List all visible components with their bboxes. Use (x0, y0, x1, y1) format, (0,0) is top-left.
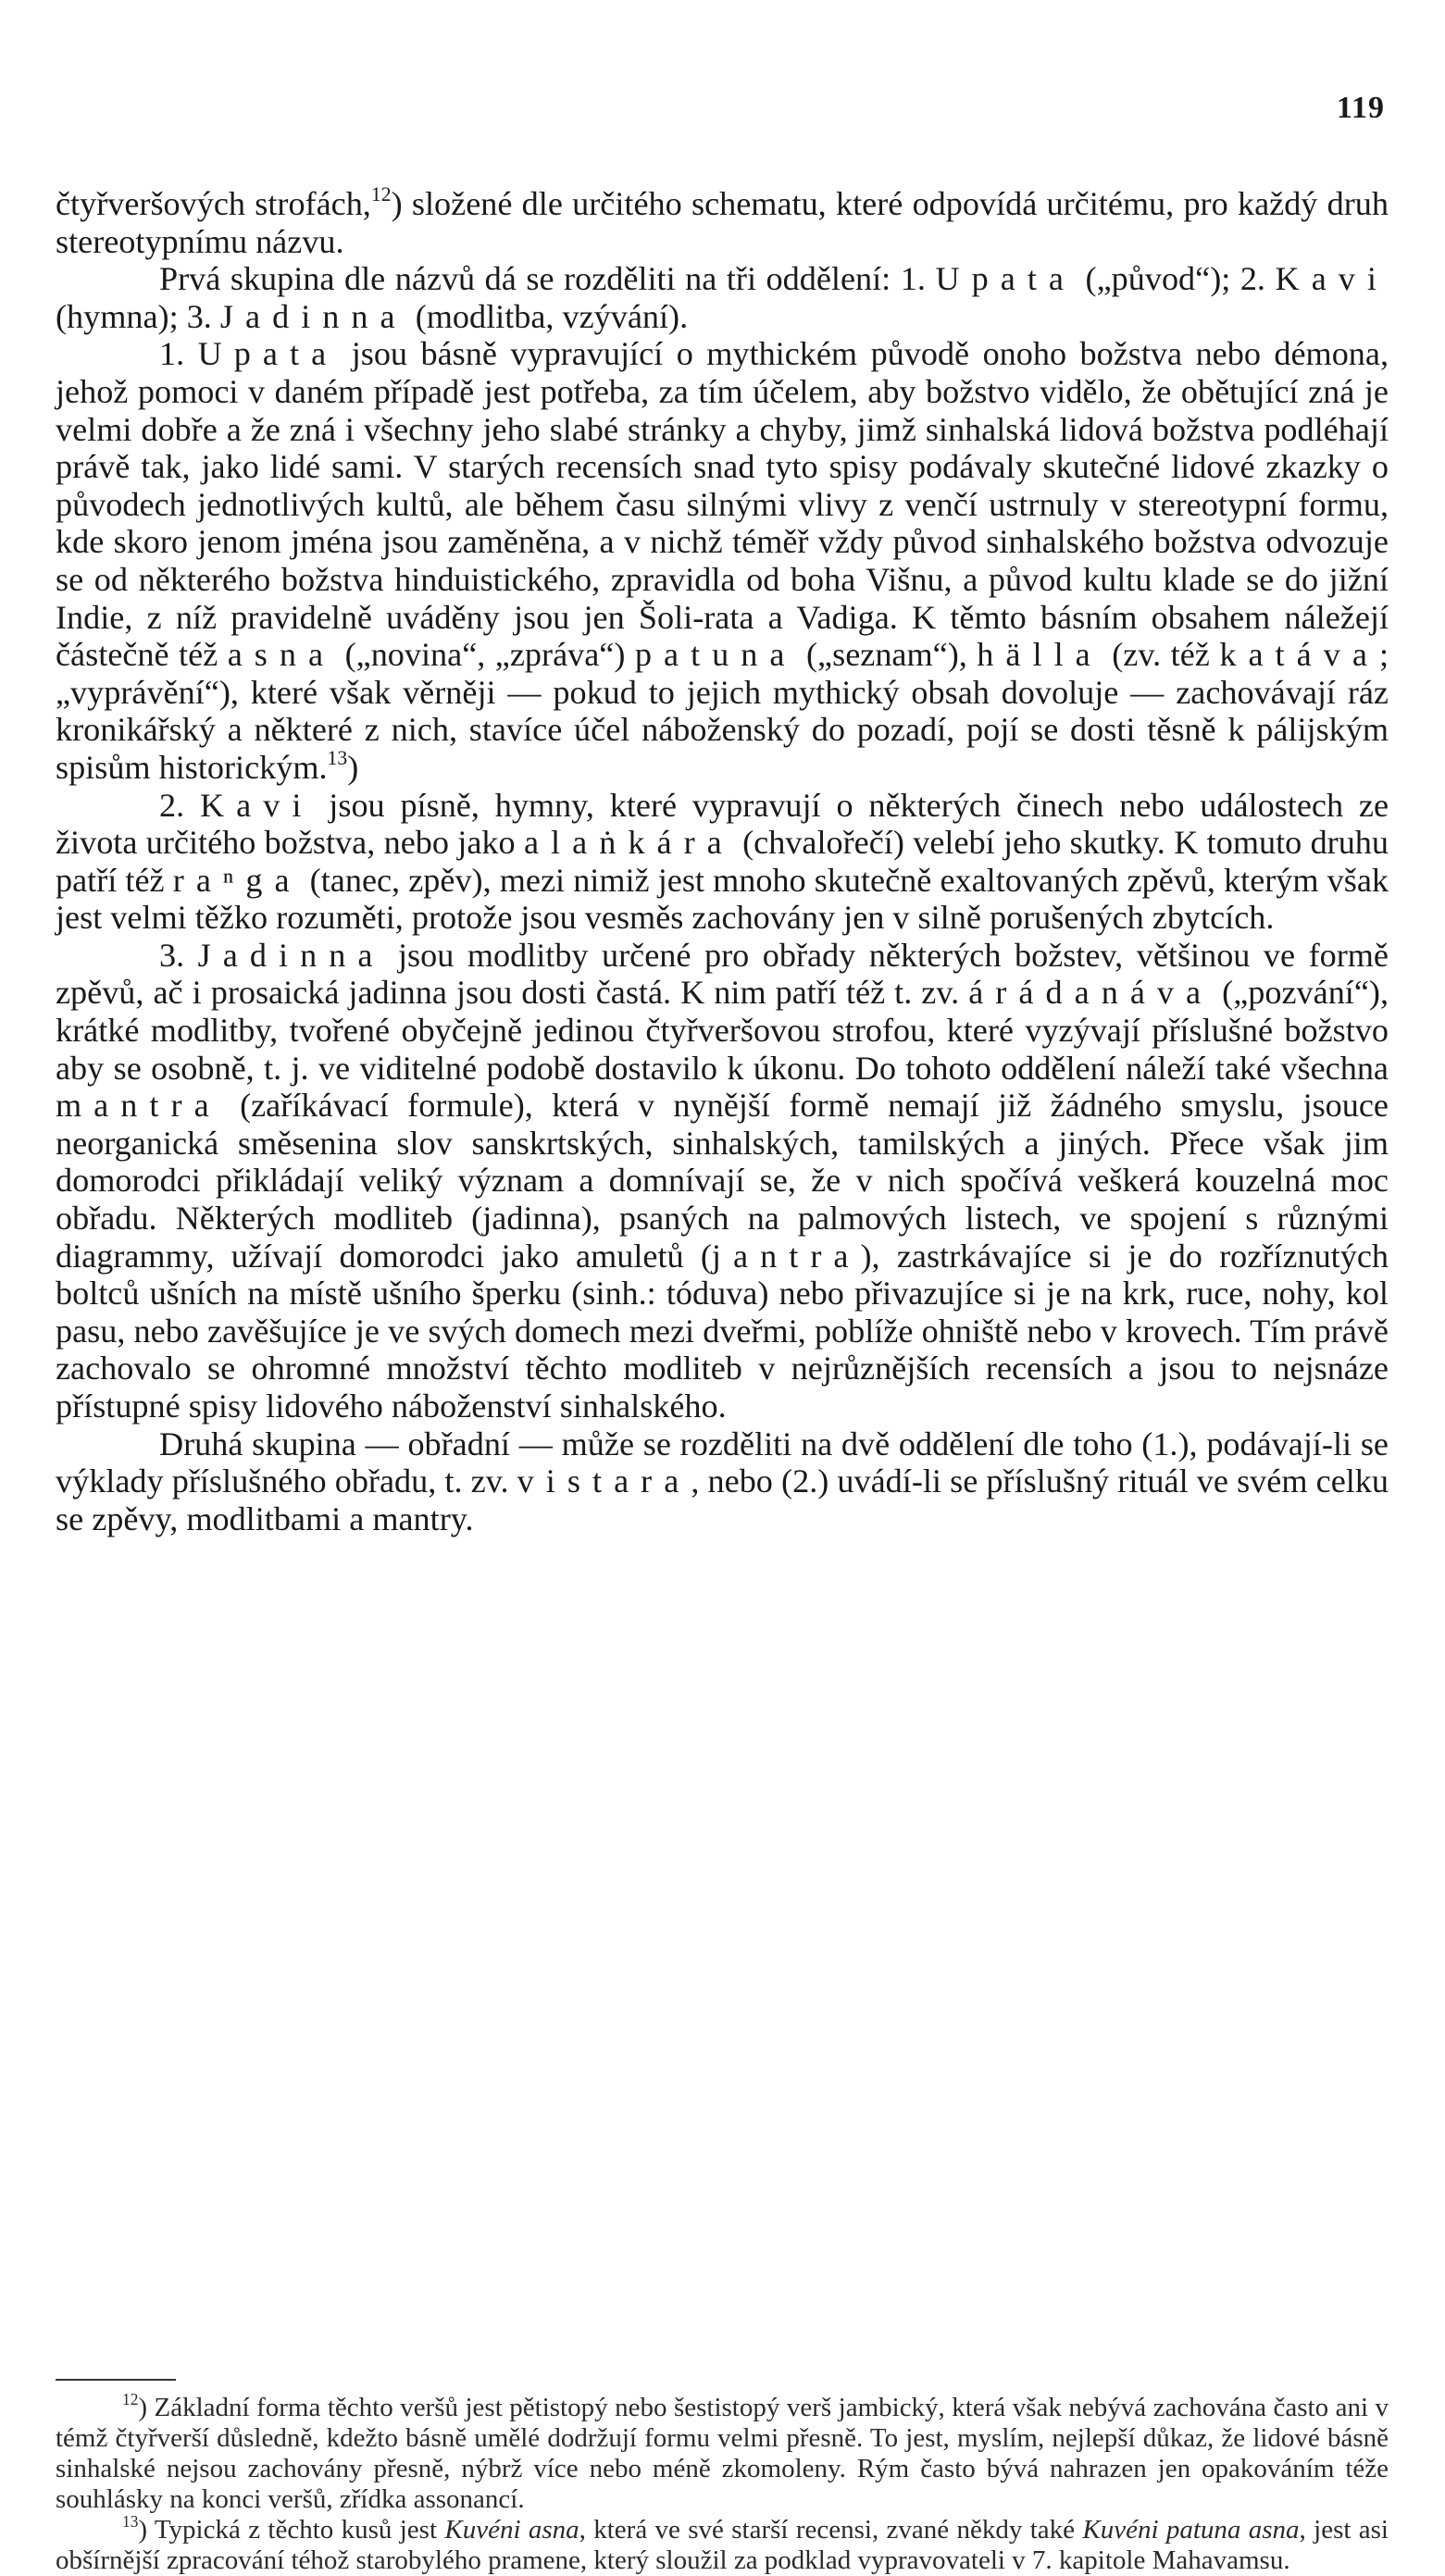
text-run: ; „vyprávění“), které však věrněji — pokud to jejich mythický obsah dovoluje — zachovávají ráz kronikářský a některé z nich, stavíce účel náboženský do pozadí, pojí se dosti těsně k pálijským spisům historickým. (56, 636, 1389, 786)
spaced-term: Kavi (1275, 260, 1389, 298)
footnote-2 (56, 2511, 1389, 2576)
text-run: ) Typická z těchto kusů jest (138, 2515, 445, 2545)
page-number: 119 (1336, 91, 1385, 125)
spaced-term: Jadinna (219, 297, 407, 335)
text-run: 1. (159, 335, 198, 373)
spaced-term: hälla (977, 636, 1102, 674)
paragraph-3 (56, 335, 1389, 786)
text-run: jsou modlitby určené pro obřady některých božstev, většinou ve formě zpěvů, ač i prosaická jadinna jsou dosti častá. K nim patří též t. zv. (56, 936, 1389, 1012)
footnote-1 (56, 2389, 1389, 2515)
text-run: , nebo (2.) uvádí-li se příslušný rituál ve svém celku se zpěvy, modlitbami a mantry. (56, 1462, 1389, 1537)
spaced-term: asna (227, 636, 336, 674)
italic-title: Kuvéni patuna asna (1082, 2515, 1300, 2545)
spaced-term: árádanáva (968, 974, 1214, 1012)
text-run: 2. (159, 786, 200, 824)
text-run: (chvalořečí) velebí jeho skutky. K tomuto druhu patří též (56, 824, 1389, 899)
text-run: Druhá skupina — obřadní — může se rozděliti na dvě oddělení dle toho (1.), podávají-li se výklady příslušného obřadu, t. zv. (56, 1425, 1389, 1500)
spaced-term: Upata (197, 335, 339, 373)
spaced-term: jantra (711, 1237, 861, 1275)
spaced-term: Jadinna (197, 936, 385, 974)
spaced-term: alaṅkára (523, 824, 734, 862)
text-run: Prvá skupina dle názvů dá se rozděliti na tři oddělení: 1. (159, 260, 936, 298)
text-run: ), zastrkávajíce si je do rozříznutých boltců ušních na místě ušního šperku (sinh.: tóduva) nebo přivazujíce si je na krk, ruce, nohy, kol pasu, nebo zavěšujíce je ve svých domech mezi dveřmi, poblíže ohniště nebo v krovech. Tím právě zachovalo se ohromné množství těchto modliteb v nejrůznějších recensích a jsou to nejsnáze přístupné spisy lidového náboženství sinhalského. (56, 1237, 1389, 1425)
text-run: čtyřveršových strofách, (56, 185, 371, 222)
paragraph-5 (56, 937, 1389, 1425)
paragraph-6 (56, 1425, 1389, 1538)
text-run: , která ve své starší recensi, zvané někdy také (579, 2515, 1083, 2545)
spaced-term: raⁿga (172, 861, 302, 899)
spaced-term: Upata (935, 260, 1077, 298)
text-run: ) složené dle určitého schematu, které odpovídá určitému, pro každý druh stereotypnímu názvu. (56, 185, 1389, 260)
spaced-term: katáva (1219, 636, 1379, 674)
spaced-term: mantra (56, 1087, 221, 1125)
text-run: („pozvání“), krátké modlitby, tvořené obyčejně jedinou čtyřveršovou strofou, které vyzývají příslušné božstvo aby se osobně, t. j. ve viditelné podobě dostavilo k úkonu. Do tohoto oddělení náleží také všechna (56, 974, 1389, 1087)
spaced-term: vistara (517, 1462, 691, 1500)
paragraph-1 (56, 182, 1389, 260)
text-run: („seznam“), (796, 636, 978, 674)
text-run: (hymna); 3. (56, 297, 220, 335)
main-text-body (56, 182, 1389, 1537)
text-run: (tanec, zpěv), mezi nimiž jest mnoho skutečně exaltovaných zpěvů, kterým však jest velmi těžko rozuměti, protože jsou vesměs zachovány jen v silně porušených zbytcích. (56, 861, 1389, 937)
footnote-ref: 12 (370, 182, 392, 205)
footnote-ref: 12 (122, 2389, 139, 2408)
text-run: (zaříkávací formule), která v nynější formě nemají již žádného smyslu, jsouce neorganická směsenina slov sanskrtských, sinhalských, tamilských a jiných. Přece však jim domorodci přikládají veliký význam a domnívají se, že v nich spočívá veškerá kouzelná moc obřadu. Některých modliteb (jadinna), psaných na palmových listech, ve spojení s různými diagrammy, užívají domorodci jako amuletů ( (56, 1087, 1389, 1275)
spaced-term: Kavi (199, 786, 314, 824)
text-run: ) Základní forma těchto veršů jest pětistopý nebo šestistopý verš jambický, která však nebývá zachována často ani v témž čtyřverší důsledně, kdežto básně umělé dodržují formu velmi přesně. To jest, myslím, nejlepší důkaz, že lidové básně sinhalské nejsou zachovány přesně, nýbrž více nebo méně zkomoleny. Rým často bývá nahrazen jen opakováním téže souhlásky na konci veršů, zřídka assonancí. (56, 2393, 1389, 2514)
text-run: ) (347, 748, 359, 786)
text-run: , jest asi obšírnější zpracování téhož starobylého pramene, který sloužil za podklad vypravovateli v 7. kapitole Mahavamsu. (56, 2515, 1389, 2575)
footnote-ref: 13 (327, 746, 348, 769)
footnotes (56, 2389, 1389, 2576)
text-run: („novina“, „zpráva“) (335, 636, 635, 674)
paragraph-2 (56, 260, 1389, 335)
footnote-divider (56, 2379, 176, 2381)
footnote-ref: 13 (122, 2511, 139, 2531)
spaced-term: patuna (634, 636, 797, 674)
text-run: („původ“); 2. (1076, 260, 1276, 298)
paragraph-4 (56, 787, 1389, 937)
text-run: jsou básně vypravující o mythickém původě onoho božstva nebo démona, jehož pomoci v daném případě jest potřeba, za tím účelem, aby božstvo vidělo, že obětující zná je velmi dobře a že zná i všechny jeho slabé stránky a chyby, jimž sinhalská lidová božstva podléhají právě tak, jako lidé sami. V starých recensích snad tyto spisy podávaly skutečné lidové zkazky o původech jednotlivých kultů, ale během času silnými vlivy z venčí ustrnuly v stereotypní formu, kde skoro jenom jména jsou zaměněna, a v nichž téměř vždy původ sinhalského božstva odvozuje se od některého božstva hinduistického, zpravidla od boha Višnu, a původ kultu klade se do jižní Indie, z níž pravidelně uváděny jsou jen Šoli-rata a Vadiga. K těmto básním obsahem náležejí částečně též (56, 335, 1389, 674)
text-run: jsou písně, hymny, které vypravují o některých činech nebo událostech ze života určitého božstva, nebo jako (56, 786, 1389, 862)
text-run: (modlitba, vzývání). (406, 297, 689, 335)
text-run: 3. (159, 936, 198, 974)
italic-title: Kuvéni asna (444, 2515, 579, 2545)
text-run: (zv. též (1102, 636, 1220, 674)
